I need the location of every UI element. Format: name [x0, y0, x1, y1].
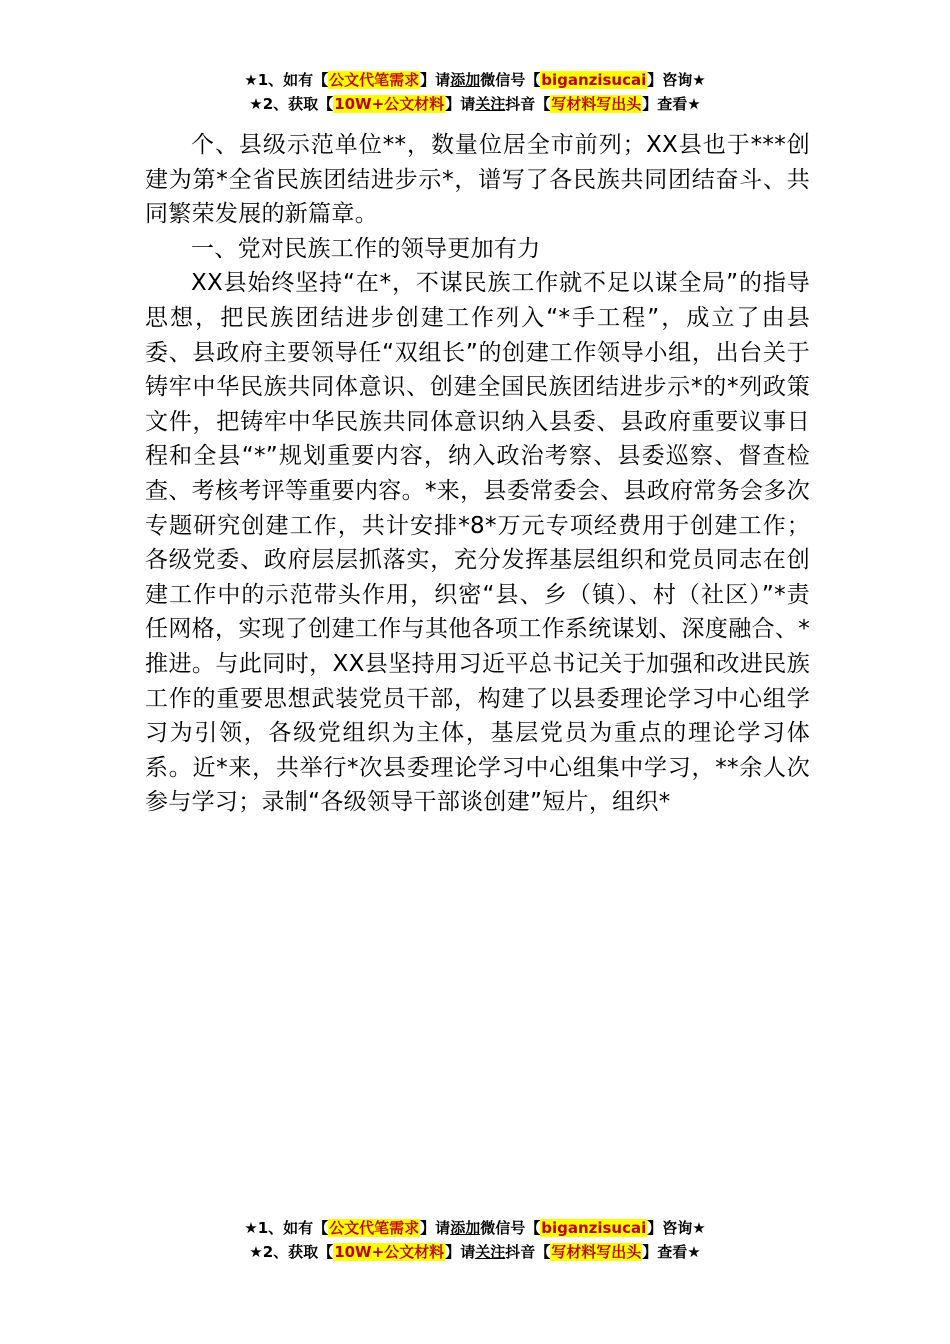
banner-text: ★2、获取【	[249, 95, 334, 113]
paragraph-main: XX县始终坚持“在*，不谋民族工作就不足以谋全局”的指导思想，把民族团结进步创建工作列入“*手工程”，成立了由县委、县政府主要领导任“双组长”的创建工作领导小组，出台关于铸牢中华民族共同体意识、创建全国民族团结进步示*的*列政策文件，把铸牢中华民族共同体意识纳入县委、县政府重要议事日程和全县“*”规划重要内容，纳入政治考察、县委巡察、督查检查、考核考评等重要内容。*来，县委常委会、县政府常务会多次专题研究创建工作，共计安排*8*万元专项经费用于创建工作；各级党委、政府层层抓落实，充分发挥基层组织和党员同志在创建工作中的示范带头作用，织密“县、乡（镇）、村（社区）”*责任网格，实现了创建工作与其他各项工作系统谋划、深度融合、*推进。与此同时，XX县坚持用习近平总书记关于加强和改进民族工作的重要思想武装党员干部，构建了以县委理论学习中心组学习为引领，各级党组织为主体，基层党员为重点的理论学习体系。近*来，共举行*次县委理论学习中心组集中学习，**余人次参与学习；录制“各级领导干部谈创建”短片，组织*	[145, 270, 810, 816]
banner-text: 微信号【	[480, 71, 541, 89]
banner-text: 】请	[420, 71, 451, 89]
footer-banner	[0, 1216, 950, 1264]
banner-text: ★1、如有【	[244, 71, 329, 89]
banner-text: 】查看★	[642, 95, 701, 113]
banner-underline: 关注	[475, 95, 506, 113]
highlight-materials: 10W+公文材料	[334, 95, 445, 113]
banner-line-2	[0, 1240, 950, 1264]
banner-text: 微信号【	[480, 1219, 541, 1237]
banner-text: 抖音【	[505, 95, 551, 113]
highlight-wechat-id: biganzisucai	[541, 71, 647, 89]
highlight-materials: 10W+公文材料	[334, 1243, 445, 1261]
banner-text: 】查看★	[642, 1243, 701, 1261]
banner-underline: 添加	[450, 1219, 481, 1237]
document-body	[145, 128, 810, 820]
paragraph-intro: 个、县级示范单位**，数量位居全市前列；XX县也于***创建为第*全省民族团结进步示*，谱写了各民族共同团结奋斗、共同繁荣发展的新篇章。	[145, 132, 810, 228]
banner-text: 】请	[445, 95, 476, 113]
banner-text: 】请	[445, 1243, 476, 1261]
banner-text: 】请	[420, 1219, 451, 1237]
banner-text: ★2、获取【	[249, 1243, 334, 1261]
highlight-service: 公文代笔需求	[329, 1219, 420, 1237]
banner-line-1	[0, 68, 950, 92]
highlight-douyin-id: 写材料写出头	[551, 1243, 642, 1261]
banner-line-1	[0, 1216, 950, 1240]
banner-underline: 关注	[475, 1243, 506, 1261]
banner-line-2	[0, 92, 950, 116]
banner-text: 抖音【	[505, 1243, 551, 1261]
section-heading: 一、党对民族工作的领导更加有力	[191, 235, 541, 262]
highlight-douyin-id: 写材料写出头	[551, 95, 642, 113]
banner-text: 】咨询★	[647, 1219, 706, 1237]
header-banner	[0, 68, 950, 116]
banner-text: 】咨询★	[647, 71, 706, 89]
banner-underline: 添加	[450, 71, 481, 89]
highlight-service: 公文代笔需求	[329, 71, 420, 89]
banner-text: ★1、如有【	[244, 1219, 329, 1237]
highlight-wechat-id: biganzisucai	[541, 1219, 647, 1237]
